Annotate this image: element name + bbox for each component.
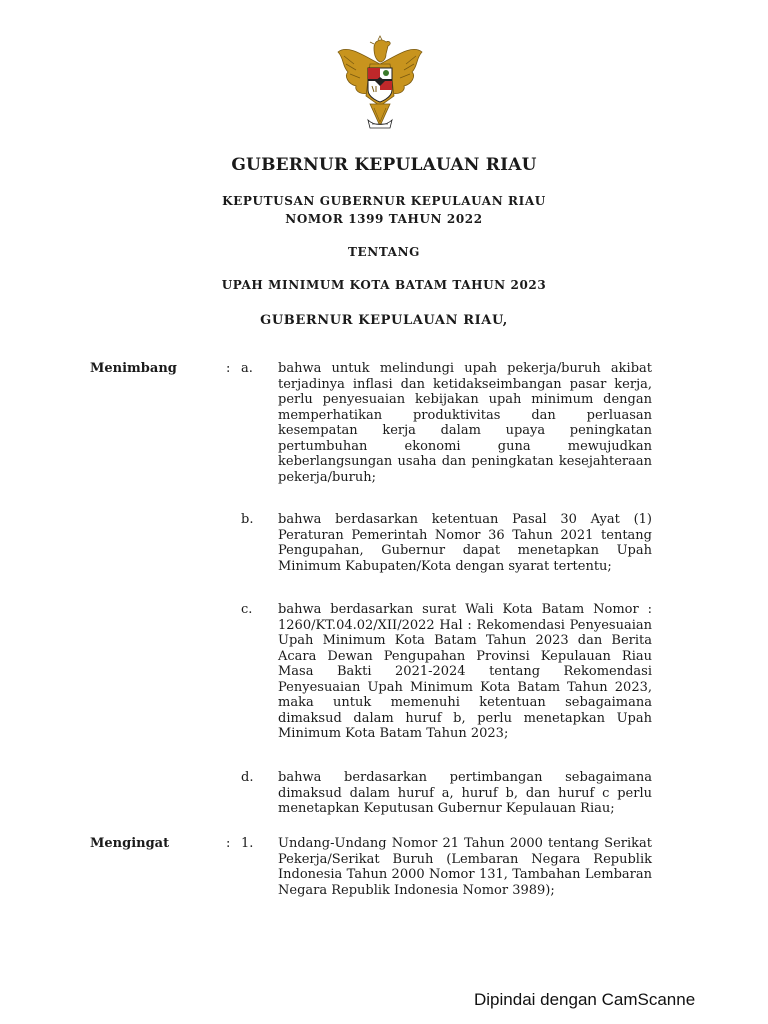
scanner-watermark: Dipindai dengan CamScanne: [474, 990, 696, 1009]
menimbang-item-mark: d.: [241, 770, 254, 785]
garuda-emblem-icon: [334, 34, 426, 138]
menimbang-item-text: bahwa untuk melindungi upah pekerja/buruh akibat terjadinya inflasi dan ketidakseimbangan pasar kerja, perlu penyesuaian kebijakan upah minimum dengan memperhatikan produktivitas dan perluasan kesempatan kerja dalam upaya peningkatan pertumbuhan ekonomi guna mewujudkan keberlangsungan usaha dan peningkatan kesejahteraan pekerja/buruh;: [278, 361, 652, 485]
decree-issuer: GUBERNUR KEPULAUAN RIAU,: [260, 313, 508, 328]
page-title: GUBERNUR KEPULAUAN RIAU: [231, 155, 537, 175]
decree-subject: UPAH MINIMUM KOTA BATAM TAHUN 2023: [221, 278, 547, 292]
decree-title: KEPUTUSAN GUBERNUR KEPULAUAN RIAU: [222, 194, 546, 208]
mengingat-item-mark: 1.: [241, 836, 254, 851]
menimbang-colon: :: [226, 361, 231, 376]
decree-number: NOMOR 1399 TAHUN 2022: [285, 212, 483, 226]
mengingat-colon: :: [226, 836, 231, 851]
menimbang-item-mark: b.: [241, 512, 254, 527]
menimbang-item-text: bahwa berdasarkan pertimbangan sebagaimana dimaksud dalam huruf a, huruf b, dan huruf c perlu menetapkan Keputusan Gubernur Kepulauan Riau;: [278, 770, 652, 816]
menimbang-item-mark: a.: [241, 361, 253, 376]
decree-about: TENTANG: [347, 245, 421, 259]
menimbang-label: Menimbang: [90, 361, 177, 376]
menimbang-item-mark: c.: [241, 602, 253, 617]
menimbang-item-text: bahwa berdasarkan ketentuan Pasal 30 Ayat (1) Peraturan Pemerintah Nomor 36 Tahun 2021 tentang Pengupahan, Gubernur dapat menetapkan Upah Minimum Kabupaten/Kota dengan syarat tertentu;: [278, 512, 652, 574]
mengingat-label: Mengingat: [90, 836, 170, 851]
menimbang-item-text: bahwa berdasarkan surat Wali Kota Batam Nomor : 1260/KT.04.02/XII/2022 Hal : Rekomendasi Penyesuaian Upah Minimum Kota Batam Tahun 2023 dan Berita Acara Dewan Pengupahan Provinsi Kepulauan Riau Masa Bakti 2021-2024 tentang Rekomendasi Penyesuaian Upah Minimum Kota Batam Tahun 2023, maka untuk memenuhi ketentuan sebagaimana dimaksud dalam huruf b, perlu menetapkan Upah Minimum Kota Batam Tahun 2023;: [278, 602, 652, 741]
mengingat-item-text: Undang-Undang Nomor 21 Tahun 2000 tentang Serikat Pekerja/Serikat Buruh (Lembaran Negara Republik Indonesia Tahun 2000 Nomor 131, Tambahan Lembaran Negara Republik Indonesia Nomor 3989);: [278, 836, 652, 898]
